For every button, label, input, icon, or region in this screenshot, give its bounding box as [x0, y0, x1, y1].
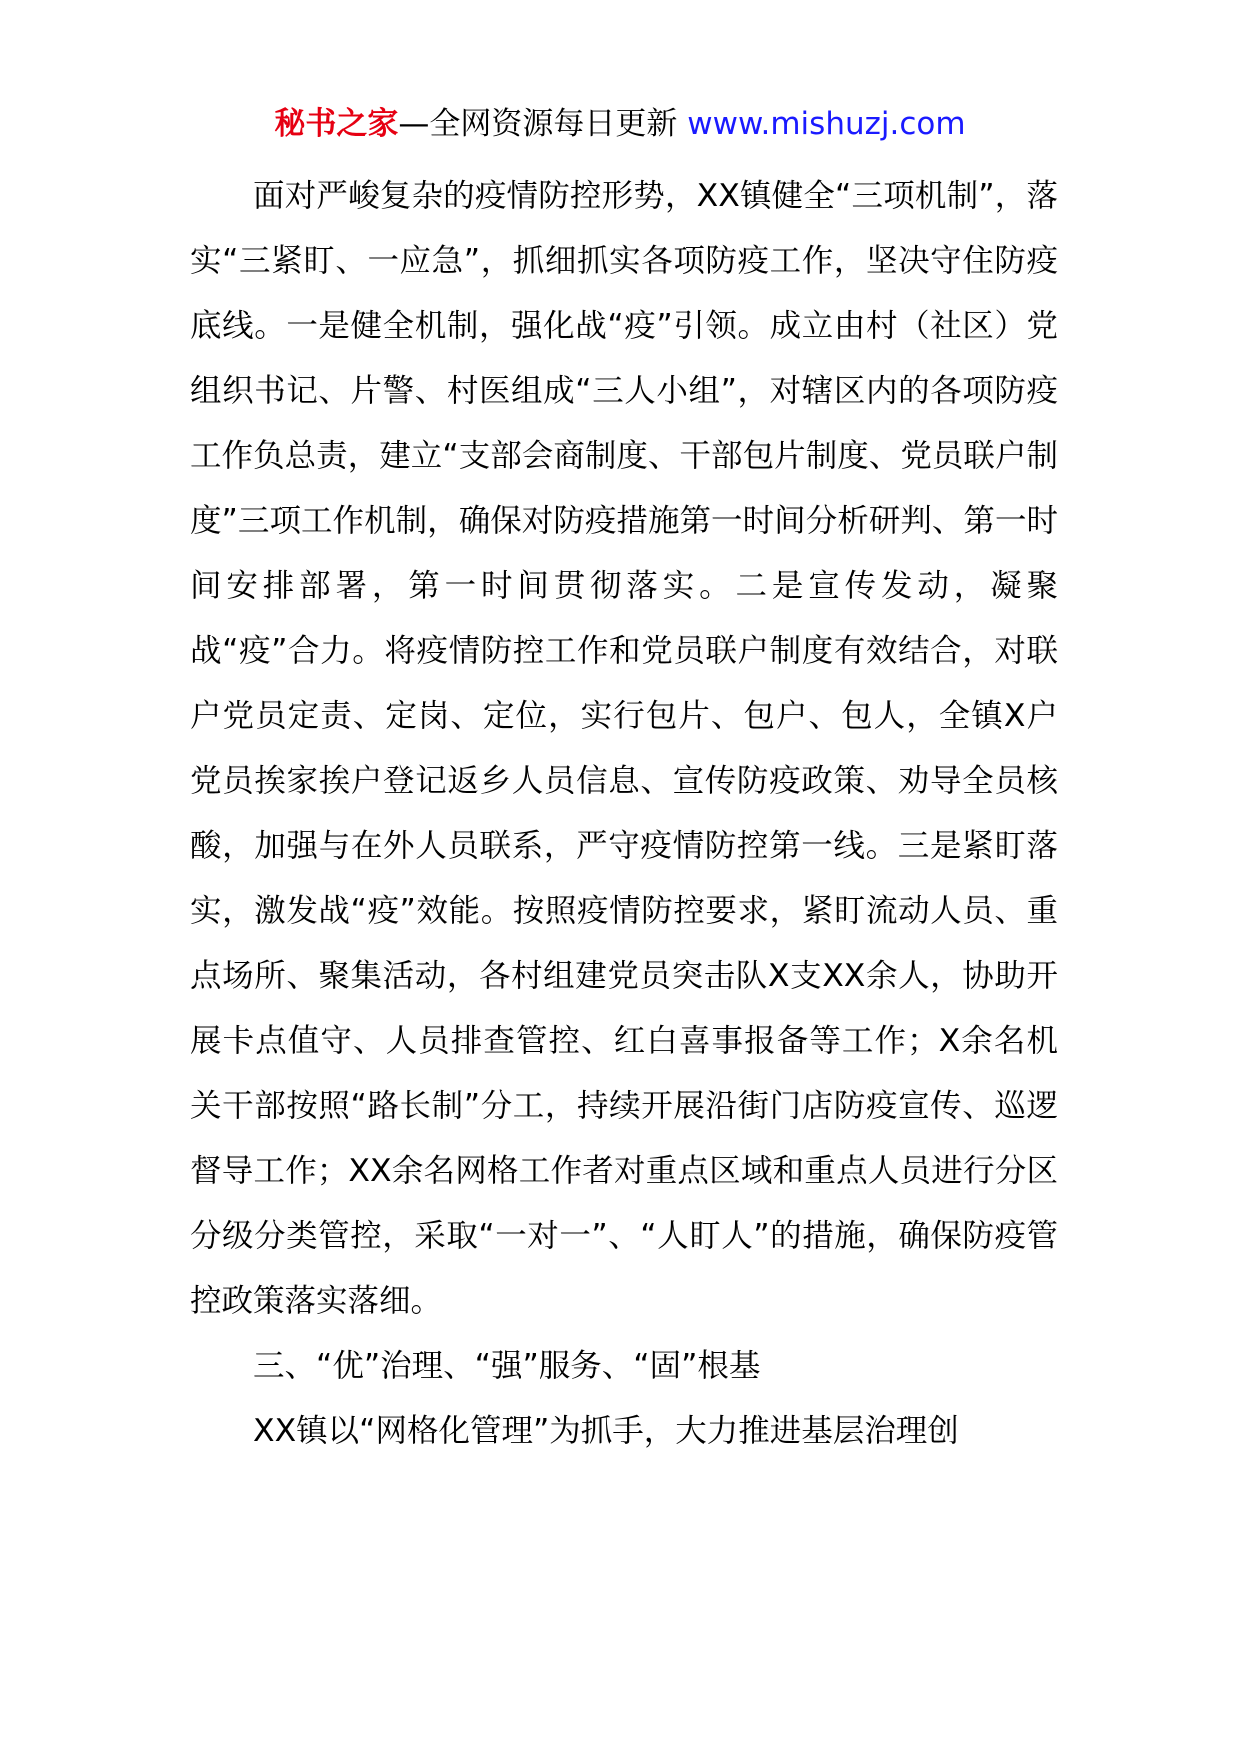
body-paragraph: XX镇以“网格化管理”为抓手，大力推进基层治理创: [253, 1413, 959, 1449]
document-body: [190, 164, 1058, 1464]
brand-name: 秘书之家: [274, 106, 399, 142]
page-header: [0, 104, 1240, 144]
site-url-link[interactable]: www.mishuzj.com: [687, 106, 966, 142]
section-heading: 三、“优”治理、“强”服务、“固”根基: [253, 1348, 761, 1384]
body-paragraph: 面对严峻复杂的疫情防控形势，XX镇健全“三项机制”，落实“三紧盯、一应急”，抓细抓实各项防疫工作，坚决守住防疫底线。一是健全机制，强化战“疫”引领。成立由村（社区）党组织书记、片警、村医组成“三人小组”，对辖区内的各项防疫工作负总责，建立“支部会商制度、干部包片制度、党员联户制度”三项工作机制，确保对防疫措施第一时间分析研判、第一时间安排部署，第一时间贯彻落实。二是宣传发动，凝聚战“疫”合力。将疫情防控工作和党员联户制度有效结合，对联户党员定责、定岗、定位，实行包片、包户、包人，全镇X户党员挨家挨户登记返乡人员信息、宣传防疫政策、劝导全员核酸，加强与在外人员联系，严守疫情防控第一线。三是紧盯落实，激发战“疫”效能。按照疫情防控要求，紧盯流动人员、重点场所、聚集活动，各村组建党员突击队X支XX余人，协助开展卡点值守、人员排查管控、红白喜事报备等工作；X余名机关干部按照“路长制”分工，持续开展沿街门店防疫宣传、巡逻督导工作；XX余名网格工作者对重点区域和重点人员进行分区分级分类管控，采取“一对一”、“人盯人”的措施，确保防疫管控政策落实落细。: [190, 178, 1058, 1319]
header-tagline: —全网资源每日更新: [398, 106, 678, 142]
